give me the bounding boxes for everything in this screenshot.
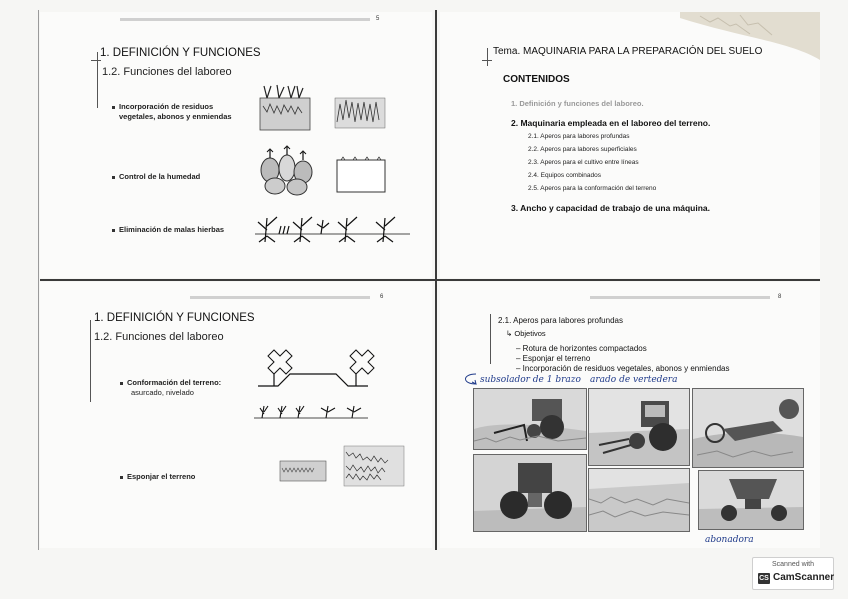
slide-title: 2.1. Aperos para labores profundas [498, 316, 623, 325]
slide-header-bar [190, 296, 370, 299]
scanned-with-label: Scanned with [771, 561, 815, 568]
slide1-illustrations [255, 82, 420, 262]
contents-subitem: 2.5. Aperos para la conformación del terreno [528, 185, 657, 192]
item-incorporacion [112, 102, 232, 122]
slide-subtitle: 1.2. Funciones del laboreo [94, 331, 224, 343]
photo-subsolador-tractor [473, 388, 587, 450]
handwritten-note-subsolador: subsolador de 1 brazo [480, 375, 581, 385]
leveled-plants-illustration [254, 406, 368, 418]
title-tick [482, 60, 492, 61]
objective-bullet: – Incorporación de residuos vegetales, abonos y enmiendas [516, 364, 730, 373]
page-number: 8 [778, 294, 782, 300]
camscanner-name: CamScanner [773, 572, 835, 583]
slide-title: 1. DEFINICIÓN Y FUNCIONES [100, 47, 261, 59]
handwritten-note-arado: arado de vertedera [590, 375, 678, 385]
photo-arado-tractor [588, 388, 690, 466]
soil-residue-before-illustration [260, 85, 310, 130]
handwritten-note-abonadora: abonadora [705, 535, 754, 545]
slide-title: Tema. MAQUINARIA PARA LA PREPARACIÓN DEL SUELO [493, 46, 763, 57]
photo-labor-terreno [588, 468, 690, 532]
bullet-square [112, 229, 115, 232]
slide-1 [40, 12, 432, 278]
camscanner-logo-icon: CS [759, 575, 769, 582]
slide-subtitle: 1.2. Funciones del laboreo [102, 66, 232, 78]
left-margin-line [38, 10, 39, 550]
item-sublabel: asurcado, nivelado [131, 388, 194, 397]
objectives-label: Objetivos [514, 329, 546, 338]
photo-arado-disco [692, 388, 804, 468]
contents-label: CONTENIDOS [503, 74, 570, 85]
item-line2: vegetales, abonos y enmiendas [119, 112, 232, 121]
bullet-square [120, 382, 123, 385]
title-bracket [90, 320, 91, 402]
objective-bullet: – Rotura de horizontes compactados [516, 344, 647, 353]
soil-after-spongy-illustration [344, 446, 404, 486]
item-malas-hierbas [112, 225, 224, 235]
contents-item-1: 1. Definición y funciones del laboreo. [511, 99, 644, 108]
page-number: 5 [376, 16, 380, 22]
contents-item-2: 2. Maquinaria empleada en el laboreo del terreno. [511, 118, 711, 128]
slide-header-bar [590, 296, 770, 299]
contents-subitem: 2.2. Aperos para labores superficiales [528, 146, 637, 153]
weeds-illustration [255, 217, 410, 242]
bullet-square [112, 106, 115, 109]
title-tick [91, 60, 101, 61]
slide3-illustrations [250, 344, 420, 494]
contents-subitem: 2.3. Aperos para el cultivo entre líneas [528, 159, 639, 166]
page-number: 6 [380, 294, 384, 300]
slide-3 [40, 282, 432, 548]
contents-subitem: 2.1. Aperos para labores profundas [528, 133, 630, 140]
slide-2 [440, 12, 820, 278]
contents-item-3: 3. Ancho y capacidad de trabajo de una máquina. [511, 203, 711, 213]
slide-divider-horizontal [40, 279, 820, 281]
humidity-roots-illustration [261, 146, 312, 195]
title-bracket [487, 48, 488, 66]
soil-residue-after-illustration [335, 98, 385, 128]
objectives-heading [506, 329, 546, 338]
furrow-ridge-illustration [258, 350, 374, 386]
contents-subitem: 2.4. Equipos combinados [528, 172, 601, 179]
arrow-bullet-icon: ↳ [506, 329, 513, 338]
bullet-square [120, 476, 123, 479]
item-line1: Incorporación de residuos [119, 102, 214, 111]
item-label: Conformación del terreno: [127, 378, 222, 387]
slide-4 [440, 282, 820, 548]
objective-bullet: – Esponjar el terreno [516, 354, 591, 363]
item-esponjar [120, 472, 195, 482]
item-label: Eliminación de malas hierbas [119, 225, 225, 234]
item-conformacion [120, 378, 221, 398]
item-label: Esponjar el terreno [127, 472, 196, 481]
soil-before-spongy-illustration [280, 461, 326, 481]
slide-header-bar [120, 18, 370, 21]
humidity-box-illustration [337, 157, 385, 192]
photo-abonadora [698, 470, 804, 530]
item-humedad [112, 172, 200, 182]
camscanner-badge [752, 557, 834, 590]
slide-title: 1. DEFINICIÓN Y FUNCIONES [94, 312, 255, 324]
bullet-square [112, 176, 115, 179]
item-label: Control de la humedad [119, 172, 201, 181]
title-bracket [490, 314, 491, 364]
photo-tractor-frontal [473, 454, 587, 532]
